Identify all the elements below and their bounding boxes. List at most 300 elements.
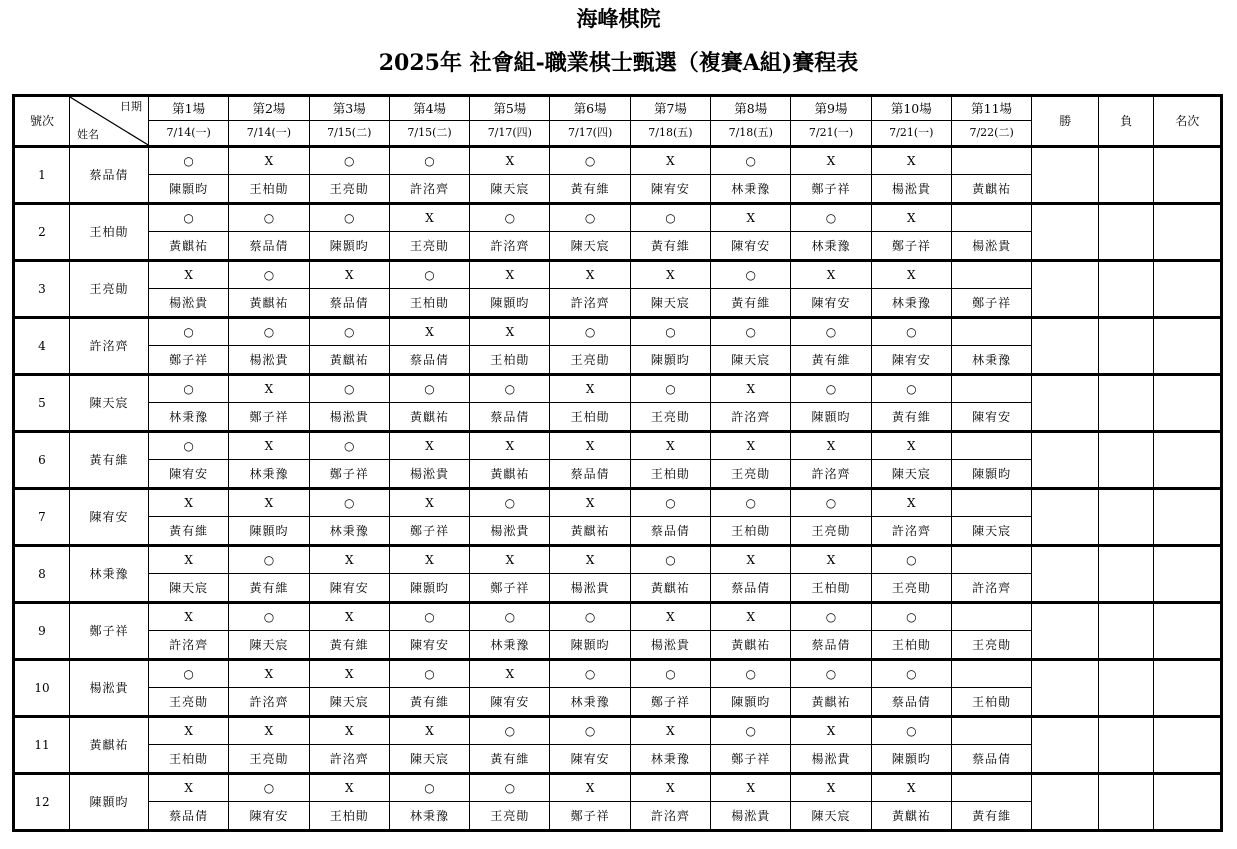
match-result: X xyxy=(229,488,309,517)
loss-count xyxy=(1099,545,1154,602)
match-result: ○ xyxy=(630,374,710,403)
player-row-results xyxy=(14,773,1222,802)
round-date: 7/14(一) xyxy=(229,121,309,146)
match-result: ○ xyxy=(630,317,710,346)
loss-count xyxy=(1099,716,1154,773)
rank xyxy=(1154,374,1222,431)
opponent-name: 楊淞貴 xyxy=(229,346,309,375)
opponent-name: 陳顥昀 xyxy=(309,232,389,261)
opponent-name: 鄭子祥 xyxy=(630,688,710,717)
match-result: ○ xyxy=(791,317,871,346)
win-count xyxy=(1032,146,1099,203)
match-result: X xyxy=(550,431,630,460)
player-name: 林秉豫 xyxy=(70,545,149,602)
match-result: X xyxy=(871,203,951,232)
match-result: X xyxy=(630,146,710,175)
match-result: X xyxy=(309,602,389,631)
match-result: X xyxy=(550,545,630,574)
opponent-name: 黃麒祐 xyxy=(149,232,229,261)
player-name: 陳宥安 xyxy=(70,488,149,545)
header-date-name-cell xyxy=(70,96,149,147)
match-result: ○ xyxy=(149,203,229,232)
match-result: ○ xyxy=(309,203,389,232)
match-result: ○ xyxy=(550,203,630,232)
match-result xyxy=(951,773,1031,802)
opponent-name: 陳顥昀 xyxy=(711,688,791,717)
opponent-name: 王柏勛 xyxy=(791,574,871,603)
opponent-name: 許洺齊 xyxy=(309,745,389,774)
opponent-name: 許洺齊 xyxy=(630,802,710,831)
player-number: 8 xyxy=(14,545,70,602)
win-count xyxy=(1032,545,1099,602)
player-number: 2 xyxy=(14,203,70,260)
match-result: X xyxy=(630,773,710,802)
opponent-name: 許洺齊 xyxy=(149,631,229,660)
match-result: X xyxy=(229,659,309,688)
schedule-subtitle: 2025年 社會組-職業棋士甄選（複賽A組)賽程表 xyxy=(378,50,859,76)
match-result xyxy=(951,374,1031,403)
player-number: 5 xyxy=(14,374,70,431)
opponent-name: 陳顥昀 xyxy=(149,175,229,204)
opponent-name: 鄭子祥 xyxy=(711,745,791,774)
opponent-name: 王亮勛 xyxy=(470,802,550,831)
opponent-name: 鄭子祥 xyxy=(951,289,1031,318)
player-name: 陳天宸 xyxy=(70,374,149,431)
header-date-label: 日期 xyxy=(120,100,142,113)
opponent-name: 陳顥昀 xyxy=(470,289,550,318)
match-result: ○ xyxy=(550,602,630,631)
opponent-name: 黃麒祐 xyxy=(791,688,871,717)
match-result: X xyxy=(149,488,229,517)
opponent-name: 鄭子祥 xyxy=(389,517,469,546)
round-label: 第3場 xyxy=(309,96,389,121)
round-date: 7/14(一) xyxy=(149,121,229,146)
header-loss: 負 xyxy=(1099,96,1154,147)
loss-count xyxy=(1099,317,1154,374)
opponent-name: 陳顥昀 xyxy=(550,631,630,660)
rank xyxy=(1154,716,1222,773)
player-number: 9 xyxy=(14,602,70,659)
opponent-name: 楊淞貴 xyxy=(470,517,550,546)
opponent-name: 林秉豫 xyxy=(951,346,1031,375)
loss-count xyxy=(1099,146,1154,203)
round-date: 7/17(四) xyxy=(550,121,630,146)
match-result: ○ xyxy=(470,488,550,517)
match-result: X xyxy=(791,431,871,460)
match-result: X xyxy=(871,773,951,802)
opponent-name: 蔡品倩 xyxy=(630,517,710,546)
opponent-name: 黃麒祐 xyxy=(630,574,710,603)
match-result: ○ xyxy=(711,146,791,175)
match-result: ○ xyxy=(550,146,630,175)
opponent-name: 王柏勛 xyxy=(550,403,630,432)
opponent-name: 許洺齊 xyxy=(711,403,791,432)
player-number: 3 xyxy=(14,260,70,317)
match-result: X xyxy=(470,431,550,460)
win-count xyxy=(1032,602,1099,659)
match-result: ○ xyxy=(711,317,791,346)
player-number: 1 xyxy=(14,146,70,203)
match-result: X xyxy=(470,659,550,688)
rank xyxy=(1154,203,1222,260)
player-number: 4 xyxy=(14,317,70,374)
opponent-name: 王亮勛 xyxy=(630,403,710,432)
match-result: X xyxy=(871,146,951,175)
opponent-name: 楊淞貴 xyxy=(630,631,710,660)
opponent-name: 楊淞貴 xyxy=(389,460,469,489)
opponent-name: 陳天宸 xyxy=(630,289,710,318)
opponent-name: 陳顥昀 xyxy=(951,460,1031,489)
match-result: ○ xyxy=(791,659,871,688)
opponent-name: 鄭子祥 xyxy=(309,460,389,489)
match-result: ○ xyxy=(630,488,710,517)
match-result: ○ xyxy=(630,203,710,232)
match-result: X xyxy=(149,602,229,631)
opponent-name: 蔡品倩 xyxy=(149,802,229,831)
opponent-name: 黃麒祐 xyxy=(871,802,951,831)
opponent-name: 鄭子祥 xyxy=(470,574,550,603)
match-result: X xyxy=(550,374,630,403)
match-result: ○ xyxy=(550,716,630,745)
match-result xyxy=(951,260,1031,289)
player-name: 許洺齊 xyxy=(70,317,149,374)
opponent-name: 楊淞貴 xyxy=(309,403,389,432)
opponent-name: 王柏勛 xyxy=(470,346,550,375)
player-row-results xyxy=(14,260,1222,289)
match-result: ○ xyxy=(711,488,791,517)
win-count xyxy=(1032,317,1099,374)
opponent-name: 陳宥安 xyxy=(711,232,791,261)
match-result: ○ xyxy=(229,602,309,631)
match-result xyxy=(951,716,1031,745)
opponent-name: 蔡品倩 xyxy=(711,574,791,603)
match-result: ○ xyxy=(389,146,469,175)
opponent-name: 陳天宸 xyxy=(470,175,550,204)
match-result: X xyxy=(791,260,871,289)
match-result: X xyxy=(389,203,469,232)
match-result: X xyxy=(630,602,710,631)
match-result: X xyxy=(389,431,469,460)
opponent-name: 蔡品倩 xyxy=(951,745,1031,774)
match-result: ○ xyxy=(149,146,229,175)
opponent-name: 黃麒祐 xyxy=(389,403,469,432)
player-name: 鄭子祥 xyxy=(70,602,149,659)
match-result: X xyxy=(871,488,951,517)
opponent-name: 陳宥安 xyxy=(871,346,951,375)
player-name: 王亮勛 xyxy=(70,260,149,317)
opponent-name: 林秉豫 xyxy=(630,745,710,774)
match-result: ○ xyxy=(470,716,550,745)
player-number: 6 xyxy=(14,431,70,488)
opponent-name: 陳顥昀 xyxy=(229,517,309,546)
round-label: 第5場 xyxy=(470,96,550,121)
opponent-name: 陳天宸 xyxy=(550,232,630,261)
match-result: ○ xyxy=(791,602,871,631)
win-count xyxy=(1032,716,1099,773)
opponent-name: 陳宥安 xyxy=(550,745,630,774)
round-label: 第8場 xyxy=(711,96,791,121)
match-result: X xyxy=(229,716,309,745)
player-name: 王柏勛 xyxy=(70,203,149,260)
rank xyxy=(1154,602,1222,659)
opponent-name: 黃麒祐 xyxy=(229,289,309,318)
opponent-name: 許洺齊 xyxy=(229,688,309,717)
match-result: X xyxy=(389,488,469,517)
match-result xyxy=(951,488,1031,517)
match-result: X xyxy=(470,317,550,346)
match-result: ○ xyxy=(871,374,951,403)
opponent-name: 黃麒祐 xyxy=(951,175,1031,204)
round-label: 第4場 xyxy=(389,96,469,121)
match-result: ○ xyxy=(229,260,309,289)
player-row-results xyxy=(14,203,1222,232)
match-result: X xyxy=(229,374,309,403)
opponent-name: 陳宥安 xyxy=(630,175,710,204)
player-number: 12 xyxy=(14,773,70,830)
match-result: ○ xyxy=(309,374,389,403)
match-result: ○ xyxy=(309,488,389,517)
opponent-name: 王柏勛 xyxy=(711,517,791,546)
match-result: ○ xyxy=(470,374,550,403)
player-name: 黃有維 xyxy=(70,431,149,488)
opponent-name: 黃有維 xyxy=(389,688,469,717)
opponent-name: 陳宥安 xyxy=(389,631,469,660)
opponent-name: 黃有維 xyxy=(550,175,630,204)
match-result: ○ xyxy=(229,545,309,574)
opponent-name: 蔡品倩 xyxy=(389,346,469,375)
opponent-name: 林秉豫 xyxy=(791,232,871,261)
round-date: 7/21(一) xyxy=(791,121,871,146)
opponent-name: 林秉豫 xyxy=(711,175,791,204)
match-result: X xyxy=(711,602,791,631)
match-result: X xyxy=(791,146,871,175)
round-date: 7/22(二) xyxy=(951,121,1031,146)
match-result: X xyxy=(871,260,951,289)
match-result: ○ xyxy=(149,431,229,460)
match-result: X xyxy=(550,488,630,517)
opponent-name: 鄭子祥 xyxy=(229,403,309,432)
opponent-name: 蔡品倩 xyxy=(871,688,951,717)
opponent-name: 王柏勛 xyxy=(871,631,951,660)
rank xyxy=(1154,659,1222,716)
match-result: ○ xyxy=(389,659,469,688)
match-result: ○ xyxy=(550,659,630,688)
player-row-results xyxy=(14,431,1222,460)
opponent-name: 許洺齊 xyxy=(791,460,871,489)
opponent-name: 鄭子祥 xyxy=(871,232,951,261)
match-result: X xyxy=(229,146,309,175)
opponent-name: 林秉豫 xyxy=(149,403,229,432)
opponent-name: 王柏勛 xyxy=(149,745,229,774)
match-result: X xyxy=(470,146,550,175)
opponent-name: 黃有維 xyxy=(229,574,309,603)
match-result: X xyxy=(630,716,710,745)
opponent-name: 蔡品倩 xyxy=(309,289,389,318)
opponent-name: 林秉豫 xyxy=(229,460,309,489)
player-number: 11 xyxy=(14,716,70,773)
match-result: X xyxy=(550,773,630,802)
win-count xyxy=(1032,431,1099,488)
match-result: X xyxy=(149,773,229,802)
round-date: 7/17(四) xyxy=(470,121,550,146)
match-result: ○ xyxy=(309,431,389,460)
match-result: ○ xyxy=(389,602,469,631)
opponent-name: 黃有維 xyxy=(951,802,1031,831)
opponent-name: 陳天宸 xyxy=(871,460,951,489)
match-result xyxy=(951,317,1031,346)
match-result: ○ xyxy=(389,773,469,802)
header-row-rounds xyxy=(14,96,1222,121)
opponent-name: 蔡品倩 xyxy=(550,460,630,489)
opponent-name: 王亮勛 xyxy=(711,460,791,489)
match-result: ○ xyxy=(550,317,630,346)
opponent-name: 陳天宸 xyxy=(149,574,229,603)
opponent-name: 陳宥安 xyxy=(149,460,229,489)
round-label: 第6場 xyxy=(550,96,630,121)
opponent-name: 黃有維 xyxy=(791,346,871,375)
rank xyxy=(1154,317,1222,374)
match-result: X xyxy=(791,716,871,745)
opponent-name: 陳顥昀 xyxy=(791,403,871,432)
player-name: 陳顥昀 xyxy=(70,773,149,830)
win-count xyxy=(1032,488,1099,545)
player-number: 7 xyxy=(14,488,70,545)
round-label: 第10場 xyxy=(871,96,951,121)
page-title: 海峰棋院 xyxy=(576,6,661,31)
match-result: X xyxy=(389,716,469,745)
opponent-name: 陳宥安 xyxy=(229,802,309,831)
match-result: X xyxy=(309,716,389,745)
opponent-name: 許洺齊 xyxy=(871,517,951,546)
opponent-name: 黃有維 xyxy=(470,745,550,774)
opponent-name: 黃麒祐 xyxy=(550,517,630,546)
opponent-name: 王柏勛 xyxy=(309,802,389,831)
opponent-name: 楊淞貴 xyxy=(149,289,229,318)
opponent-name: 王柏勛 xyxy=(229,175,309,204)
opponent-name: 林秉豫 xyxy=(309,517,389,546)
match-result: ○ xyxy=(791,488,871,517)
match-result: ○ xyxy=(711,260,791,289)
opponent-name: 王亮勛 xyxy=(871,574,951,603)
match-result: X xyxy=(389,317,469,346)
match-result: X xyxy=(711,545,791,574)
player-row-results xyxy=(14,716,1222,745)
opponent-name: 黃有維 xyxy=(309,631,389,660)
opponent-name: 黃麒祐 xyxy=(470,460,550,489)
match-result: ○ xyxy=(871,602,951,631)
opponent-name: 楊淞貴 xyxy=(791,745,871,774)
match-result: ○ xyxy=(791,374,871,403)
player-row-results xyxy=(14,146,1222,175)
match-result: X xyxy=(470,545,550,574)
opponent-name: 黃麒祐 xyxy=(711,631,791,660)
rank xyxy=(1154,431,1222,488)
opponent-name: 陳天宸 xyxy=(711,346,791,375)
opponent-name: 鄭子祥 xyxy=(149,346,229,375)
opponent-name: 陳天宸 xyxy=(951,517,1031,546)
match-result: ○ xyxy=(149,317,229,346)
match-result: X xyxy=(149,260,229,289)
opponent-name: 林秉豫 xyxy=(470,631,550,660)
match-result: ○ xyxy=(229,317,309,346)
rank xyxy=(1154,773,1222,830)
rank xyxy=(1154,545,1222,602)
loss-count xyxy=(1099,431,1154,488)
player-row-results xyxy=(14,317,1222,346)
match-result: X xyxy=(871,431,951,460)
match-result: X xyxy=(711,773,791,802)
loss-count xyxy=(1099,488,1154,545)
player-name: 楊淞貴 xyxy=(70,659,149,716)
match-result: ○ xyxy=(389,260,469,289)
opponent-name: 陳天宸 xyxy=(389,745,469,774)
match-result xyxy=(951,146,1031,175)
opponent-name: 陳顥昀 xyxy=(871,745,951,774)
match-result: ○ xyxy=(791,203,871,232)
round-label: 第9場 xyxy=(791,96,871,121)
loss-count xyxy=(1099,602,1154,659)
opponent-name: 陳天宸 xyxy=(791,802,871,831)
player-row-results xyxy=(14,488,1222,517)
round-label: 第2場 xyxy=(229,96,309,121)
win-count xyxy=(1032,203,1099,260)
opponent-name: 許洺齊 xyxy=(951,574,1031,603)
player-name: 蔡品倩 xyxy=(70,146,149,203)
match-result xyxy=(951,545,1031,574)
loss-count xyxy=(1099,374,1154,431)
rank xyxy=(1154,260,1222,317)
match-result: ○ xyxy=(630,545,710,574)
header-win: 勝 xyxy=(1032,96,1099,147)
match-result: X xyxy=(309,260,389,289)
match-result: X xyxy=(711,203,791,232)
player-row-results xyxy=(14,545,1222,574)
match-result: X xyxy=(630,431,710,460)
header-no: 號次 xyxy=(14,96,70,147)
round-date: 7/18(五) xyxy=(711,121,791,146)
match-result: ○ xyxy=(229,773,309,802)
match-result xyxy=(951,602,1031,631)
opponent-name: 陳宥安 xyxy=(791,289,871,318)
match-result: X xyxy=(309,659,389,688)
round-date: 7/15(二) xyxy=(309,121,389,146)
opponent-name: 蔡品倩 xyxy=(470,403,550,432)
opponent-name: 林秉豫 xyxy=(550,688,630,717)
match-result: X xyxy=(711,431,791,460)
loss-count xyxy=(1099,260,1154,317)
opponent-name: 王柏勛 xyxy=(951,688,1031,717)
match-result: X xyxy=(791,773,871,802)
player-row-results xyxy=(14,659,1222,688)
match-result: ○ xyxy=(309,317,389,346)
opponent-name: 陳宥安 xyxy=(309,574,389,603)
match-result: X xyxy=(791,545,871,574)
match-result: ○ xyxy=(470,773,550,802)
opponent-name: 陳宥安 xyxy=(470,688,550,717)
round-label: 第1場 xyxy=(149,96,229,121)
loss-count xyxy=(1099,773,1154,830)
match-result: ○ xyxy=(229,203,309,232)
opponent-name: 王亮勛 xyxy=(229,745,309,774)
schedule-table xyxy=(12,94,1223,832)
opponent-name: 王亮勛 xyxy=(149,688,229,717)
match-result: X xyxy=(550,260,630,289)
opponent-name: 王亮勛 xyxy=(309,175,389,204)
match-result: ○ xyxy=(149,659,229,688)
player-row-results xyxy=(14,374,1222,403)
opponent-name: 楊淞貴 xyxy=(550,574,630,603)
match-result xyxy=(951,659,1031,688)
